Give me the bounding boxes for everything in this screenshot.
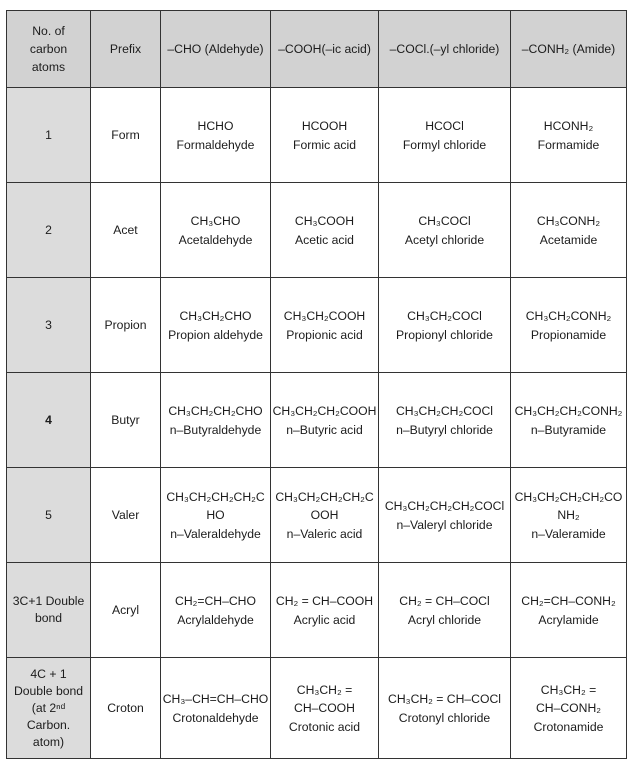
table-row — [7, 468, 627, 563]
compound-formula: CH–CONH₂ — [536, 700, 601, 715]
header-carbon-line: carbon — [29, 42, 68, 56]
carbon-count-text: 2 — [45, 222, 52, 237]
compound-formula: CH₃CH₂CH₂CH₂C — [275, 489, 374, 504]
compound-name: Propion aldehyde — [168, 327, 263, 342]
compound-formula: HO — [206, 507, 225, 522]
aldehyde-cell — [161, 278, 271, 373]
table-row — [7, 563, 627, 658]
compound-formula: CH₃CH₂CH₂COOH — [272, 403, 377, 418]
compound-name: Acetaldehyde — [178, 232, 253, 247]
acid-cell — [271, 183, 379, 278]
compound-name: Crotonamide — [533, 719, 604, 734]
header-aldehyde: –CHO (Aldehyde) — [161, 11, 271, 88]
compound-formula: CH₃CH₂CH₂CH₂CO — [514, 489, 623, 504]
compound-formula: CH₃CH₂ = — [296, 682, 353, 697]
compound-formula: CH₃CH₂CH₂CH₂C — [166, 489, 265, 504]
aldehyde-cell — [161, 88, 271, 183]
compound-formula: CH₃COCl — [418, 213, 471, 228]
carbon-count-text: 4C + 1 — [30, 666, 67, 681]
compound-name: n–Butyryl chloride — [396, 422, 493, 437]
table-row — [7, 373, 627, 468]
prefix-cell: Acet — [91, 183, 161, 278]
chloride-cell — [379, 373, 511, 468]
chloride-cell — [379, 658, 511, 759]
chloride-cell — [379, 278, 511, 373]
compound-name: Crotonic acid — [288, 719, 361, 734]
carbon-count-cell — [7, 563, 91, 658]
compound-name: n–Butyraldehyde — [169, 422, 262, 437]
compound-name: Acryl chloride — [407, 612, 482, 627]
table-body — [7, 88, 627, 759]
amide-cell — [511, 468, 627, 563]
carbon-count-cell — [7, 183, 91, 278]
compound-name: Formamide — [537, 137, 600, 152]
compound-formula: HCOOH — [301, 118, 348, 133]
carbon-count-text: 1 — [45, 127, 52, 142]
carbon-count-text: Carbon. — [26, 717, 71, 732]
carbon-count-text: 3C+1 Double — [12, 594, 85, 608]
compound-formula: CH₂ = CH–COCl — [399, 593, 490, 608]
compound-formula: CH₂=CH–CHO — [175, 593, 256, 608]
prefix-cell: Propion — [91, 278, 161, 373]
header-row — [7, 11, 627, 88]
aldehyde-cell — [161, 563, 271, 658]
carbon-count-text: 5 — [45, 507, 52, 522]
compound-formula: HCHO — [197, 118, 234, 133]
carbon-count-text: atom) — [32, 734, 65, 749]
prefix-cell: Butyr — [91, 373, 161, 468]
compound-name: Acetyl chloride — [404, 232, 485, 247]
compound-formula: CH₃CH₂COOH — [283, 308, 366, 323]
prefix-cell: Form — [91, 88, 161, 183]
compound-formula: CH₃COOH — [294, 213, 355, 228]
compound-name: Formaldehyde — [176, 137, 255, 152]
compound-name: n–Butyramide — [530, 422, 607, 437]
chloride-cell — [379, 468, 511, 563]
table-row — [7, 658, 627, 759]
compound-name: n–Valeramide — [531, 526, 606, 541]
carbon-count-cell — [7, 278, 91, 373]
compound-name: Acetic acid — [295, 232, 354, 247]
compound-name: n–Butyric acid — [286, 422, 363, 437]
prefix-cell: Acryl — [91, 563, 161, 658]
compound-name: n–Valeryl chloride — [396, 517, 493, 532]
compound-formula: HCOCl — [425, 118, 464, 133]
carboxylic-derivatives-table — [6, 10, 627, 759]
compound-name: Formyl chloride — [402, 137, 487, 152]
table-row — [7, 278, 627, 373]
table-row — [7, 88, 627, 183]
amide-cell — [511, 373, 627, 468]
compound-name: Formic acid — [293, 137, 356, 152]
aldehyde-cell — [161, 658, 271, 759]
compound-formula: CH₃CH₂COCl — [407, 308, 482, 323]
header-amide: –CONH₂ (Amide) — [511, 11, 627, 88]
header-acid: –COOH(–ic acid) — [271, 11, 379, 88]
header-prefix: Prefix — [91, 11, 161, 88]
aldehyde-cell — [161, 373, 271, 468]
compound-name: Acrylic acid — [293, 612, 356, 627]
amide-cell — [511, 563, 627, 658]
compound-name: n–Valeraldehyde — [170, 526, 261, 541]
compound-name: Propionyl chloride — [396, 327, 493, 342]
compound-formula: CH₃CH₂ = CH–COCl — [388, 691, 501, 706]
carbon-count-text: 4 — [45, 412, 52, 427]
compound-formula: OOH — [310, 507, 339, 522]
carbon-count-cell — [7, 373, 91, 468]
carbon-count-text: (at 2ⁿᵈ — [31, 700, 66, 715]
acid-cell — [271, 88, 379, 183]
carbon-count-cell — [7, 468, 91, 563]
compound-formula: CH₃CH₂CONH₂ — [525, 308, 612, 323]
amide-cell — [511, 88, 627, 183]
prefix-cell: Croton — [91, 658, 161, 759]
header-chloride: –COCl.(–yl chloride) — [379, 11, 511, 88]
compound-formula: CH₂=CH–CONH₂ — [521, 593, 616, 608]
acid-cell — [271, 658, 379, 759]
amide-cell — [511, 183, 627, 278]
amide-cell — [511, 278, 627, 373]
compound-formula: CH₃CH₂CH₂COCl — [395, 403, 494, 418]
compound-formula: CH₃CH₂ = — [540, 682, 597, 697]
carbon-count-text: bond — [34, 611, 63, 625]
chloride-cell — [379, 88, 511, 183]
aldehyde-cell — [161, 468, 271, 563]
compound-name: Acrylamide — [538, 612, 599, 627]
table-row — [7, 183, 627, 278]
aldehyde-cell — [161, 183, 271, 278]
header-carbon-line: No. of — [32, 24, 65, 38]
chloride-cell — [379, 183, 511, 278]
carbon-count-cell — [7, 88, 91, 183]
compound-formula: CH₃CH₂CH₂CHO — [168, 403, 263, 418]
compound-formula: CH₃CONH₂ — [536, 213, 601, 228]
acid-cell — [271, 278, 379, 373]
compound-name: Crotonyl chloride — [398, 710, 491, 725]
compound-formula: CH₂ = CH–COOH — [275, 593, 374, 608]
compound-formula: CH–COOH — [294, 700, 355, 715]
header-carbon-atoms — [7, 11, 91, 88]
carbon-count-cell — [7, 658, 91, 759]
acid-cell — [271, 563, 379, 658]
compound-name: Crotonaldehyde — [172, 710, 259, 725]
compound-formula: CH₃CH₂CH₂CONH₂ — [514, 403, 623, 418]
acid-cell — [271, 373, 379, 468]
compound-formula: CH₃–CH=CH–CHO — [162, 691, 269, 706]
compound-name: Propionic acid — [286, 327, 363, 342]
amide-cell — [511, 658, 627, 759]
compound-name: Acrylaldehyde — [177, 612, 254, 627]
compound-formula: NH₂ — [557, 507, 580, 522]
prefix-cell: Valer — [91, 468, 161, 563]
carbon-count-text: Double bond — [13, 683, 84, 698]
compound-formula: CH₃CH₂CH₂CH₂COCl — [384, 498, 505, 513]
compound-formula: CH₃CH₂CHO — [179, 308, 252, 323]
header-carbon-line: atoms — [31, 60, 66, 74]
chloride-cell — [379, 563, 511, 658]
acid-cell — [271, 468, 379, 563]
compound-formula: CH₃CHO — [190, 213, 241, 228]
compound-name: Acetamide — [539, 232, 598, 247]
carbon-count-text: 3 — [45, 317, 52, 332]
compound-formula: HCONH₂ — [543, 118, 594, 133]
compound-name: n–Valeric acid — [286, 526, 363, 541]
compound-name: Propionamide — [530, 327, 607, 342]
